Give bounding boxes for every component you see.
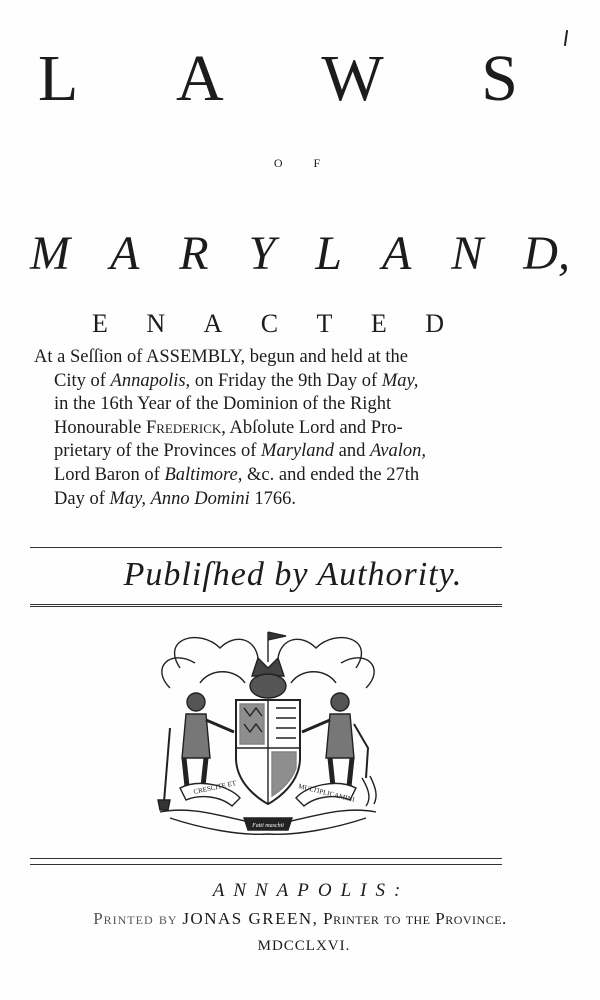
divider-rule [30, 864, 502, 865]
coat-of-arms-illustration [140, 628, 396, 840]
text-fragment: and [334, 441, 370, 462]
session-line-1: At a Seſſion of ASSEMBLY, begun and held at the [34, 347, 408, 367]
title-letter: C [260, 309, 279, 338]
divider-rule [30, 858, 502, 859]
text-fragment: &c. and ended the 27th [242, 464, 420, 485]
month-name: May, [381, 370, 419, 391]
session-line-4 [54, 418, 403, 438]
session-line-6 [54, 465, 419, 485]
text-fragment: on Friday the 9th Day of [190, 370, 382, 391]
title-letter: R [179, 227, 209, 280]
anno-domini: Anno Domini [150, 488, 250, 509]
city-name: Annapolis, [110, 370, 191, 391]
text-fragment: Day of [54, 488, 110, 509]
title-letter: D, [523, 227, 570, 280]
title-letter: N [451, 227, 484, 280]
title-letter: S [481, 42, 518, 115]
banner-motto: Fatti maschii [252, 823, 284, 829]
title-letter: L [38, 42, 79, 115]
session-line-5 [54, 441, 426, 461]
title-letter: A [203, 309, 223, 338]
title-letter: M [30, 227, 70, 280]
title-letter: T [316, 309, 333, 338]
printer-role: Printer to the Province. [323, 909, 507, 928]
imprint-printer-line [0, 906, 600, 932]
title-maryland [30, 226, 570, 282]
printed-by-text: Printed by [93, 909, 178, 928]
title-letter: A [381, 227, 412, 280]
title-letter: A [109, 227, 140, 280]
divider-double-rule [30, 604, 502, 607]
coat-of-arms-emblem [140, 628, 396, 840]
barony-name: Baltimore, [164, 464, 243, 485]
title-letter: E [92, 309, 108, 338]
title-letter: Y [248, 227, 276, 280]
title-letter: L [315, 227, 342, 280]
year-text: 1766. [249, 488, 297, 509]
title-letter: W [321, 42, 384, 115]
imprint-city: ANNAPOLIS: [212, 880, 410, 901]
title-letter: N [146, 309, 166, 338]
text-fragment: Lord Baron of [54, 464, 165, 485]
printer-name: JONAS GREEN, [182, 909, 319, 928]
session-line-2 [54, 371, 418, 391]
lord-name: Frederick [145, 417, 222, 438]
text-fragment: prietary of the Provinces of [54, 441, 262, 462]
title-letter: E [370, 309, 387, 338]
title-of: O F [273, 156, 335, 170]
session-description [34, 346, 510, 511]
province-name: Avalon, [369, 441, 426, 462]
published-by-authority: Publiſhed by Authority. [123, 556, 463, 593]
session-line-3: in the 16th Year of the Dominion of the Right [54, 394, 392, 415]
stray-pen-mark [564, 30, 568, 46]
motto-left: CRESCITE ET [192, 779, 237, 796]
title-letter: D [425, 309, 444, 338]
title-enacted [92, 306, 444, 342]
title-laws [38, 44, 518, 114]
province-name: Maryland [261, 441, 335, 462]
session-body [54, 370, 510, 512]
text-fragment: Honourable [54, 417, 146, 438]
imprint-year: MDCCLXVI. [257, 938, 351, 954]
month-name: May, [109, 488, 146, 509]
text-fragment: , Abſolute Lord and Pro- [221, 417, 403, 438]
session-line-7 [54, 489, 296, 509]
text-fragment: City of [54, 370, 111, 391]
motto-right: MULTIPLICAMINI [297, 782, 356, 804]
title-letter: A [175, 42, 224, 115]
divider-rule [30, 547, 502, 548]
